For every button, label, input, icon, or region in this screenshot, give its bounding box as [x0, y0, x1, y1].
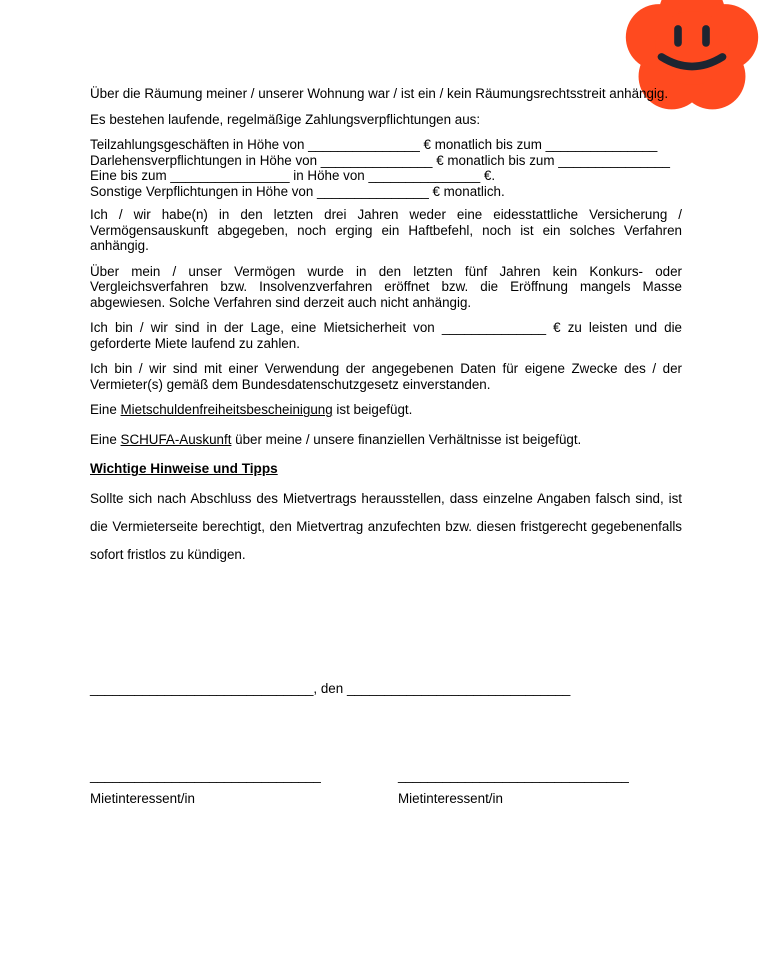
signature-right-column: [398, 768, 682, 806]
line-eine-bis-zum: Eine bis zum ________________ in Höhe von _______________ €.: [90, 168, 496, 184]
paragraph-schufa-auskunft: [90, 432, 682, 448]
attach2-suffix: über meine / unsere finanziellen Verhältnisse ist beigefügt.: [231, 431, 582, 447]
signature-label-right: Mietinteressent/in: [398, 790, 503, 806]
line-darlehensverpflichtungen: Darlehensverpflichtungen in Höhe von _______________ € monatlich bis zum _______________: [90, 152, 670, 168]
document-body: [90, 86, 682, 806]
signature-place-date-line: [90, 681, 682, 697]
paragraph-hinweise-body: Sollte sich nach Abschluss des Mietvertrags herausstellen, dass einzelne Angaben falsch sind, ist die Vermieterseite berechtigt, den Mietvertrag anzufechten bzw. diesen fristgerecht gegebenenfalls sofort fristlos zu kündigen.: [90, 490, 682, 562]
attach2-prefix: Eine: [90, 431, 121, 447]
paragraph-eidesstattliche-versicherung: Ich / wir habe(n) in den letzten drei Jahren weder eine eidesstattliche Versicherung / Vermögensauskunft abgegeben, noch erging ein Haftbefehl, noch ist ein solches Verfahren anhängig.: [90, 207, 682, 254]
date-blank: ______________________________: [346, 680, 571, 696]
line-sonstige-verpflichtungen: Sonstige Verpflichtungen in Höhe von _______________ € monatlich.: [90, 183, 505, 199]
place-blank: ______________________________: [90, 680, 314, 696]
paragraph-datenschutz: Ich bin / wir sind mit einer Verwendung der angegebenen Daten für eigene Zwecke des / der Vermieter(s) gemäß dem Bundesdatenschutzgesetz einverstanden.: [90, 361, 682, 392]
paragraph-zahlungsverpflichtungen-intro: Es bestehen laufende, regelmäßige Zahlungsverpflichtungen aus:: [90, 111, 481, 127]
attach1-prefix: Eine: [90, 402, 121, 418]
signature-left-column: [90, 768, 398, 806]
signature-label-left: Mietinteressent/in: [90, 790, 195, 806]
line-teilzahlungsgeschaefte: Teilzahlungsgeschäften in Höhe von _______________ € monatlich bis zum _______________: [90, 137, 658, 152]
paragraph-mietsicherheit: Ich bin / wir sind in der Lage, eine Mietsicherheit von ______________ € zu leisten und die geforderte Miete laufend zu zahlen.: [90, 320, 682, 351]
attach2-term-underlined: SCHUFA-Auskunft: [120, 431, 232, 447]
paragraph-mietschuldenfreiheitsbescheinigung: [90, 402, 682, 418]
signature-line-right: _______________________________: [398, 768, 629, 784]
zahlungsverpflichtungen-list: [90, 137, 682, 199]
den-label: , den: [313, 680, 347, 696]
heading-wichtige-hinweise: Wichtige Hinweise und Tipps: [90, 461, 278, 477]
signature-row: [90, 768, 682, 806]
attach1-suffix: ist beigefügt.: [332, 402, 413, 418]
paragraph-raeumungsrechtsstreit: Über die Räumung meiner / unserer Wohnung war / ist ein / kein Räumungsrechtsstreit anhängig.: [90, 86, 669, 101]
signature-line-left: _______________________________: [90, 768, 321, 784]
attach1-term-underlined: Mietschuldenfreiheitsbescheinigung: [120, 402, 333, 418]
paragraph-insolvenzverfahren: Über mein / unser Vermögen wurde in den letzten fünf Jahren kein Konkurs- oder Vergleichsverfahren bzw. Insolvenzverfahren eröffnet bzw. die Eröffnung mangels Masse abgewiesen. Solche Verfahren sind derzeit auch nicht anhängig.: [90, 263, 682, 310]
